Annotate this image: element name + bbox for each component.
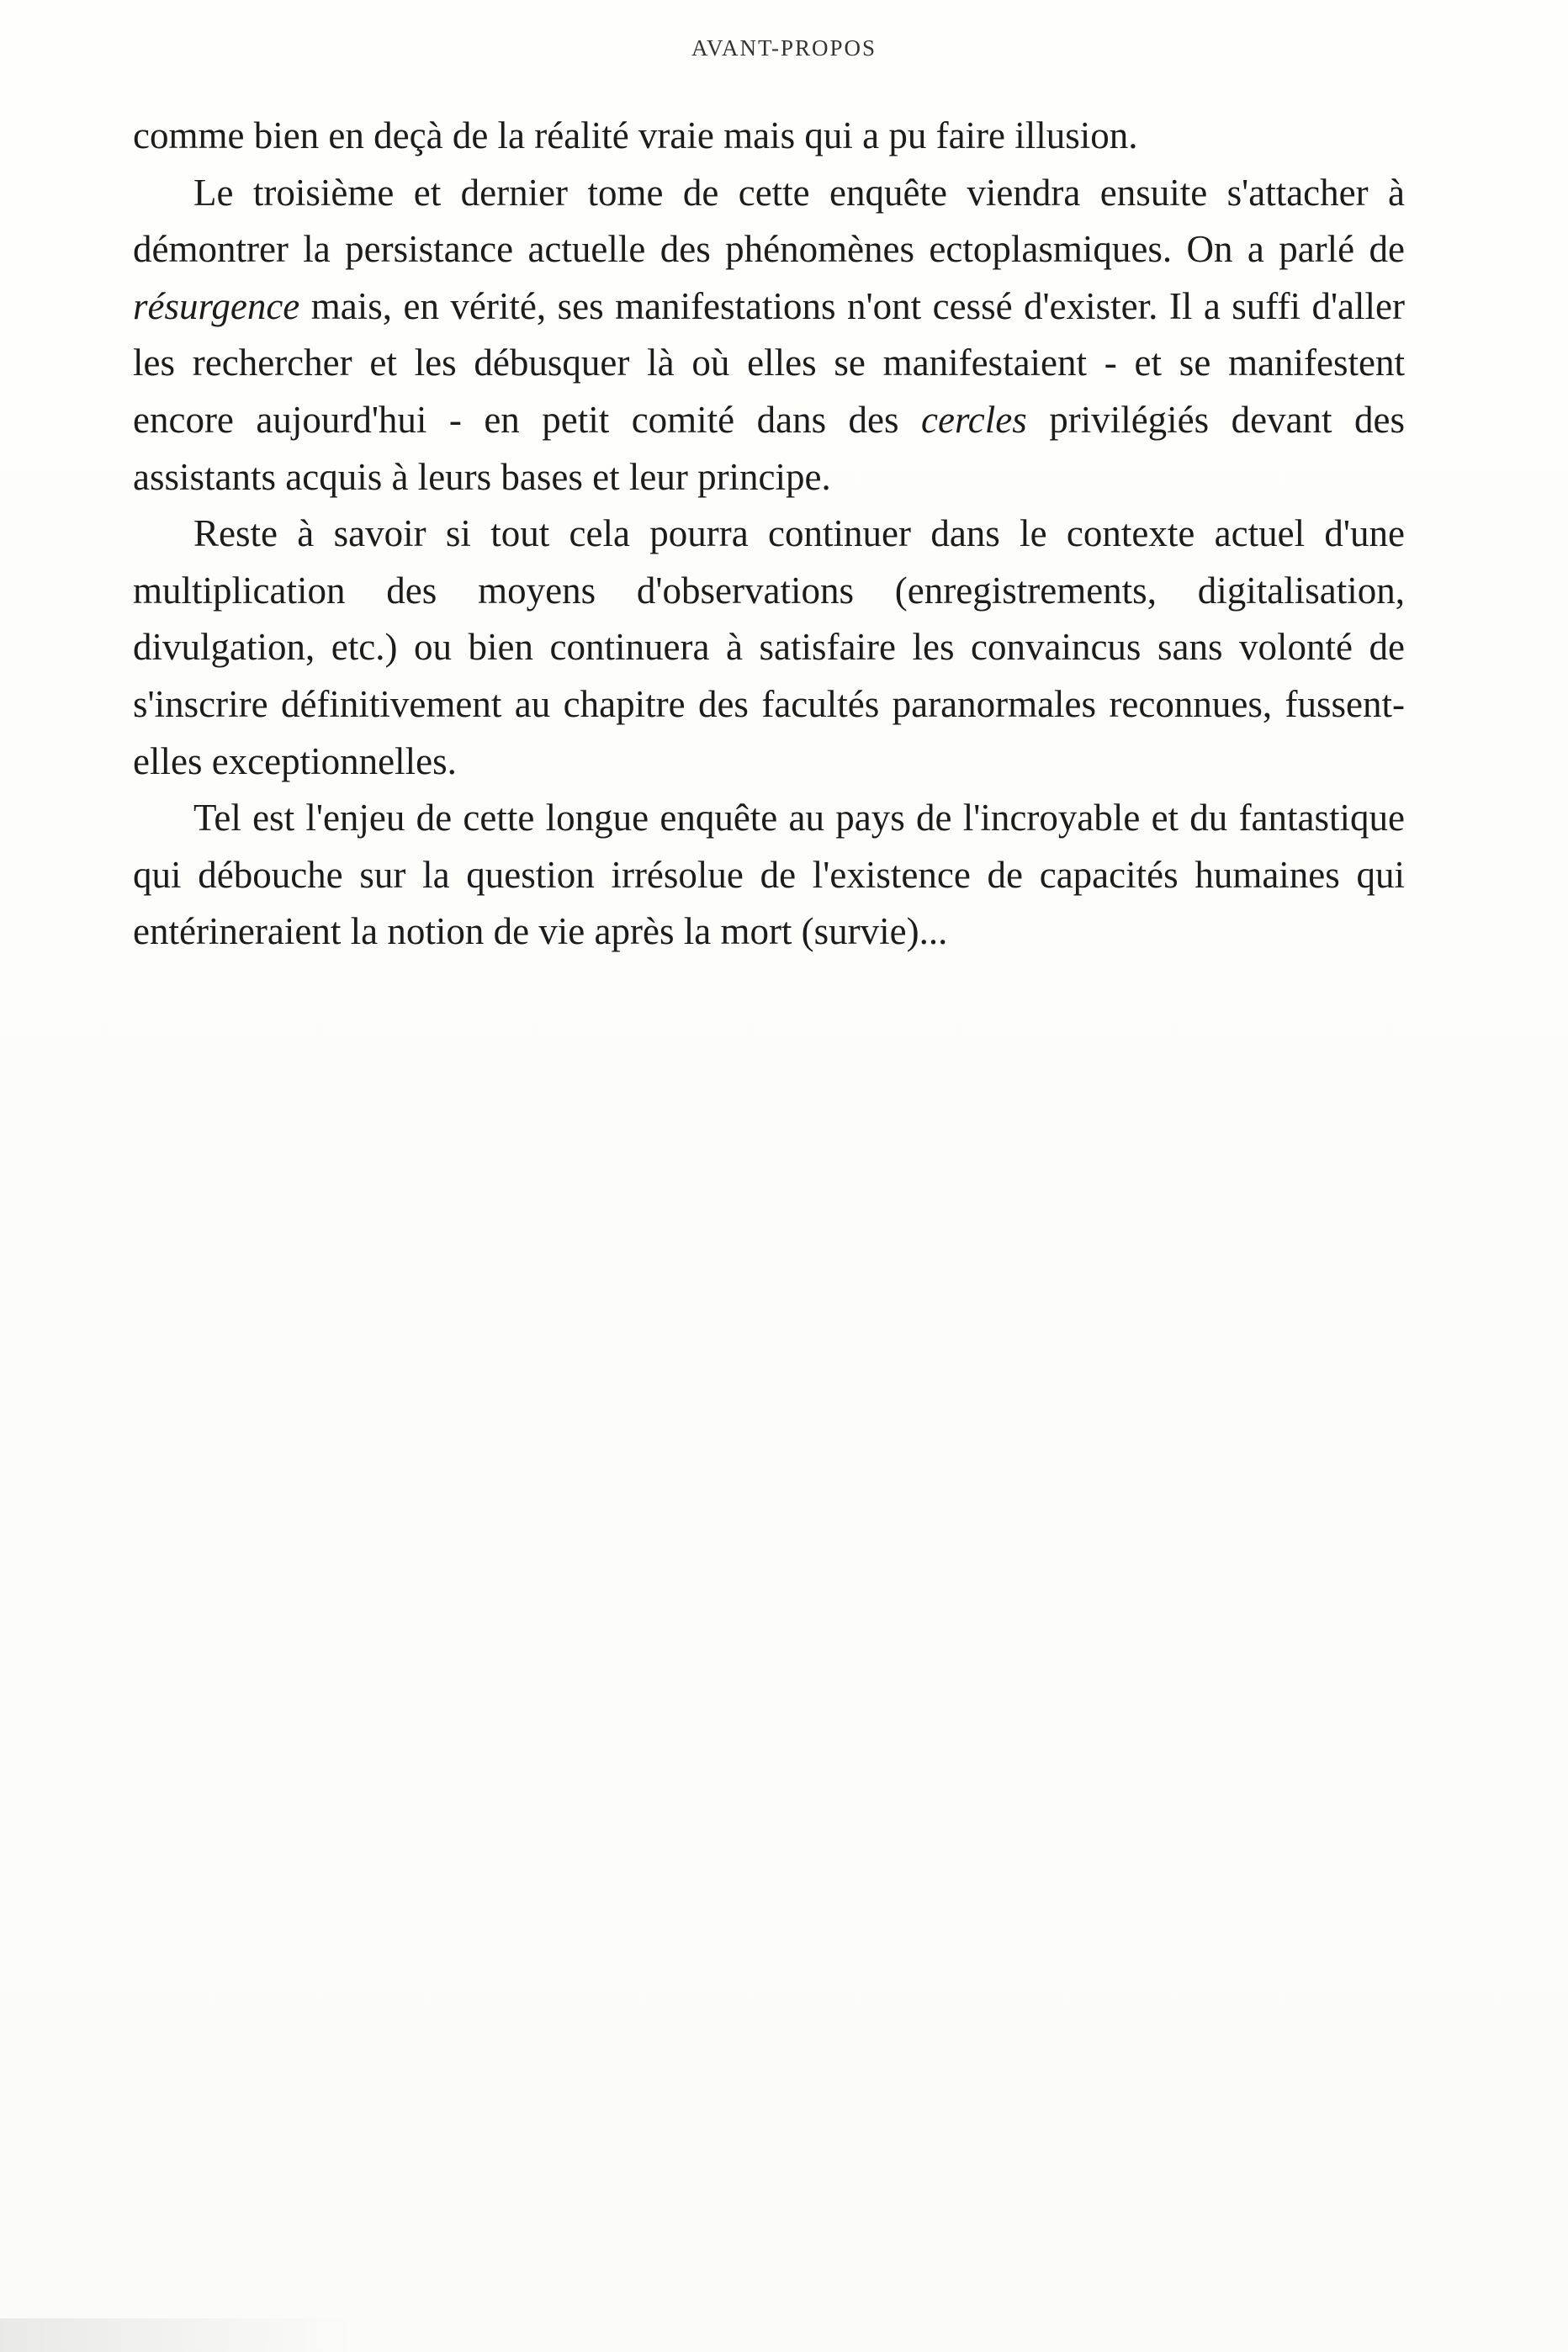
- paragraph-2-part-1: Le troisième et dernier tome de cette enquête viendra ensuite s'attacher à démontrer la persistance actuelle des phénomènes ectoplasmiques. On a parlé de: [133, 171, 1405, 271]
- paragraph-4: Tel est l'enjeu de cette longue enquête au pays de l'incroyable et du fantastique qui débouche sur la question irrésolue de l'existence de capacités humaines qui entérineraient la notion de vie après la mort (survie)...: [133, 797, 1405, 953]
- paragraph-1: comme bien en deçà de la réalité vraie mais qui a pu faire illusion.: [133, 114, 1138, 156]
- running-head: AVANT-PROPOS: [691, 35, 877, 61]
- italic-resurgence: résurgence: [133, 284, 300, 327]
- body-text: [133, 108, 1405, 961]
- paragraph-3: Reste à savoir si tout cela pourra continuer dans le contexte actuel d'une multiplication des moyens d'observations (enregistrements, digitalisation, divulgation, etc.) ou bien continuera à satisfaire les convaincus sans volonté de s'inscrire définitivement au chapitre des facultés paranormales reconnues, fussent-elles exceptionnelles.: [133, 512, 1405, 782]
- paragraph-2-part-3: privilégiés devant des assistants acquis à leurs bases et leur principe.: [133, 398, 1406, 498]
- paragraph-2: [133, 165, 1405, 506]
- paragraph-2-part-2: mais, en vérité, ses manifestations n'ont cessé d'exister. Il a suffi d'aller les rechercher et les débusquer là où elles se manifestaient - et se manifestent encore aujourd'hui - en petit comité dans des: [133, 284, 1405, 441]
- italic-cercles: cercles: [921, 398, 1027, 441]
- scan-edge-shadow: [0, 2318, 353, 2352]
